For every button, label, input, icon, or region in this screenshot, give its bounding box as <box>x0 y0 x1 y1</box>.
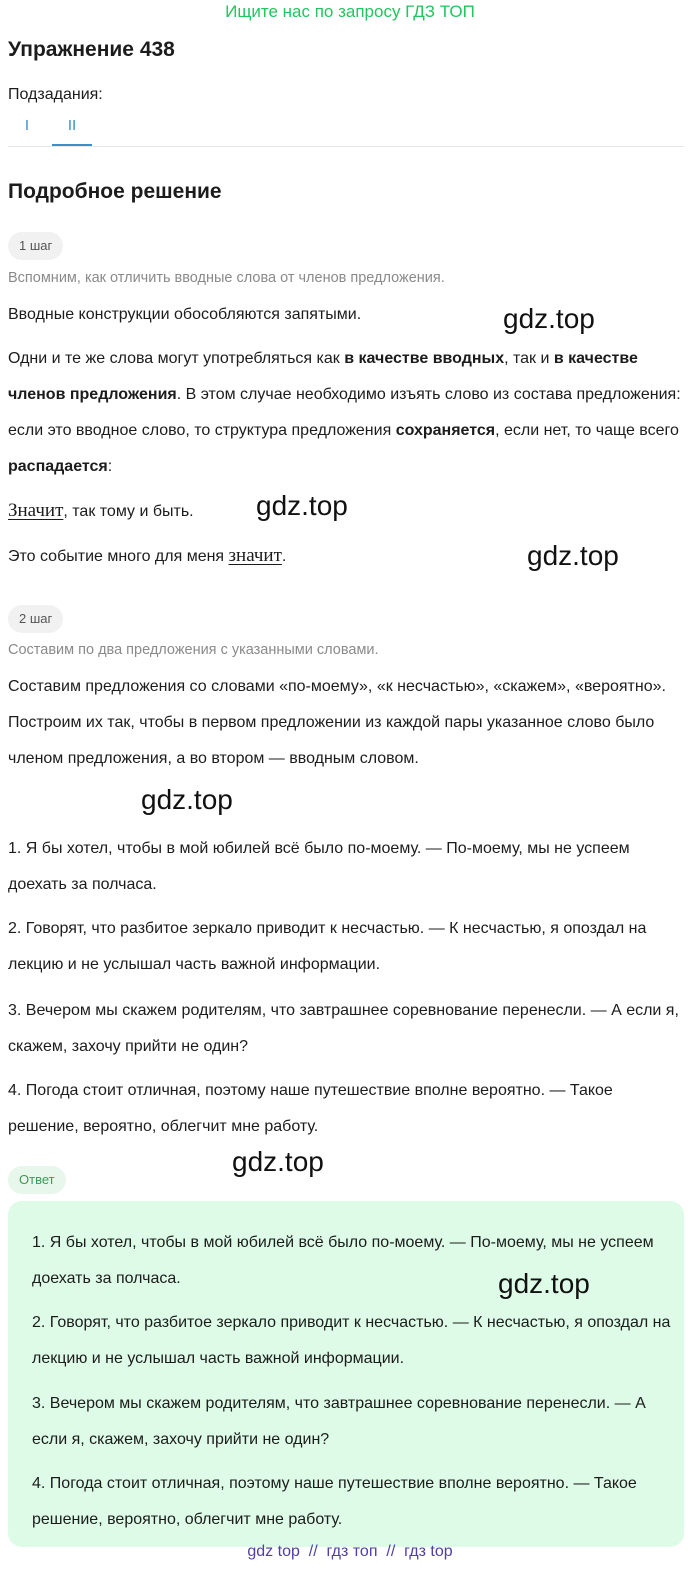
promo-banner: Ищите нас по запросу ГДЗ ТОП <box>225 2 475 21</box>
answer-item: 2. Говорят, что разбитое зеркало приводит к несчастью. — К несчастью, я опоздал на лекцию и не услышал часть важной информации. <box>32 1314 671 1367</box>
answer-item: 1. Я бы хотел, чтобы в мой юбилей всё было по-моему. — По-моему, мы не успеем доехать за полчаса. <box>32 1234 654 1287</box>
page-title: Упражнение 438 <box>8 38 175 61</box>
step-badge-1: 1 шаг <box>8 232 63 260</box>
step1-example-2: Это событие много для меня значит. <box>8 545 287 566</box>
list-item: 2. Говорят, что разбитое зеркало приводит к несчастью. — К несчастью, я опоздал на лекцию и не услышал часть важной информации. <box>8 920 647 973</box>
answer-item: 3. Вечером мы скажем родителям, что завтрашнее соревнование перенесли. — А если я, скажем, захочу прийти не один? <box>32 1395 646 1448</box>
tab-subtask-2[interactable]: II <box>52 110 92 146</box>
bold-term: сохраняется <box>395 422 496 439</box>
watermark: gdz.top <box>498 1268 590 1299</box>
tab-subtask-1[interactable]: I <box>24 117 30 134</box>
underlined-word: Значит <box>8 500 64 521</box>
bold-term: в качестве вводных <box>344 350 505 367</box>
underlined-word: значит <box>228 545 282 566</box>
list-item: 4. Погода стоит отличная, поэтому наше путешествие вполне вероятно. — Такое решение, вероятно, облегчит мне работу. <box>8 1082 613 1135</box>
tabs-divider <box>8 146 684 147</box>
answer-badge: Ответ <box>8 1166 66 1194</box>
step1-paragraph-1: Вводные конструкции обособляются запятыми. <box>8 306 362 323</box>
section-title: Подробное решение <box>8 180 222 203</box>
watermark: gdz.top <box>256 490 348 521</box>
step-hint-2: Составим по два предложения с указанными словами. <box>8 642 379 658</box>
list-item: 1. Я бы хотел, чтобы в мой юбилей всё было по-моему. — По-моему, мы не успеем доехать за полчаса. <box>8 840 630 893</box>
watermark: gdz.top <box>527 540 619 571</box>
watermark: gdz.top <box>232 1146 324 1177</box>
step2-intro: Составим предложения со словами «по-моему», «к несчастью», «скажем», «вероятно». Построим их так, чтобы в первом предложении из каждой пары указанное слово было членом предложения, а во втором — вводным словом. <box>8 678 666 767</box>
bold-term: распадается <box>8 458 108 475</box>
step-badge-2: 2 шаг <box>8 605 63 633</box>
subtasks-label: Подзадания: <box>8 86 103 103</box>
step1-example-1: Значит, так тому и быть. <box>8 500 194 521</box>
watermark: gdz.top <box>141 784 233 815</box>
list-item: 3. Вечером мы скажем родителям, что завтрашнее соревнование перенесли. — А если я, скажем, захочу прийти не один? <box>8 1002 679 1055</box>
answer-item: 4. Погода стоит отличная, поэтому наше путешествие вполне вероятно. — Такое решение, вероятно, облегчит мне работу. <box>32 1475 637 1528</box>
step1-paragraph-2: Одни и те же слова могут употребляться как в качестве вводных, так и в качестве членов предложения. В этом случае необходимо изъять слово из состава предложения: если это вводное слово, то структура предложения сохраняется, если нет, то чаще всего распадается: <box>8 350 681 475</box>
step-hint-1: Вспомним, как отличить вводные слова от членов предложения. <box>8 270 445 286</box>
footer-links: gdz top // гдз топ // гдз top <box>247 1543 453 1560</box>
bold-term: в качестве членов предложения <box>8 350 638 403</box>
watermark: gdz.top <box>503 303 595 334</box>
